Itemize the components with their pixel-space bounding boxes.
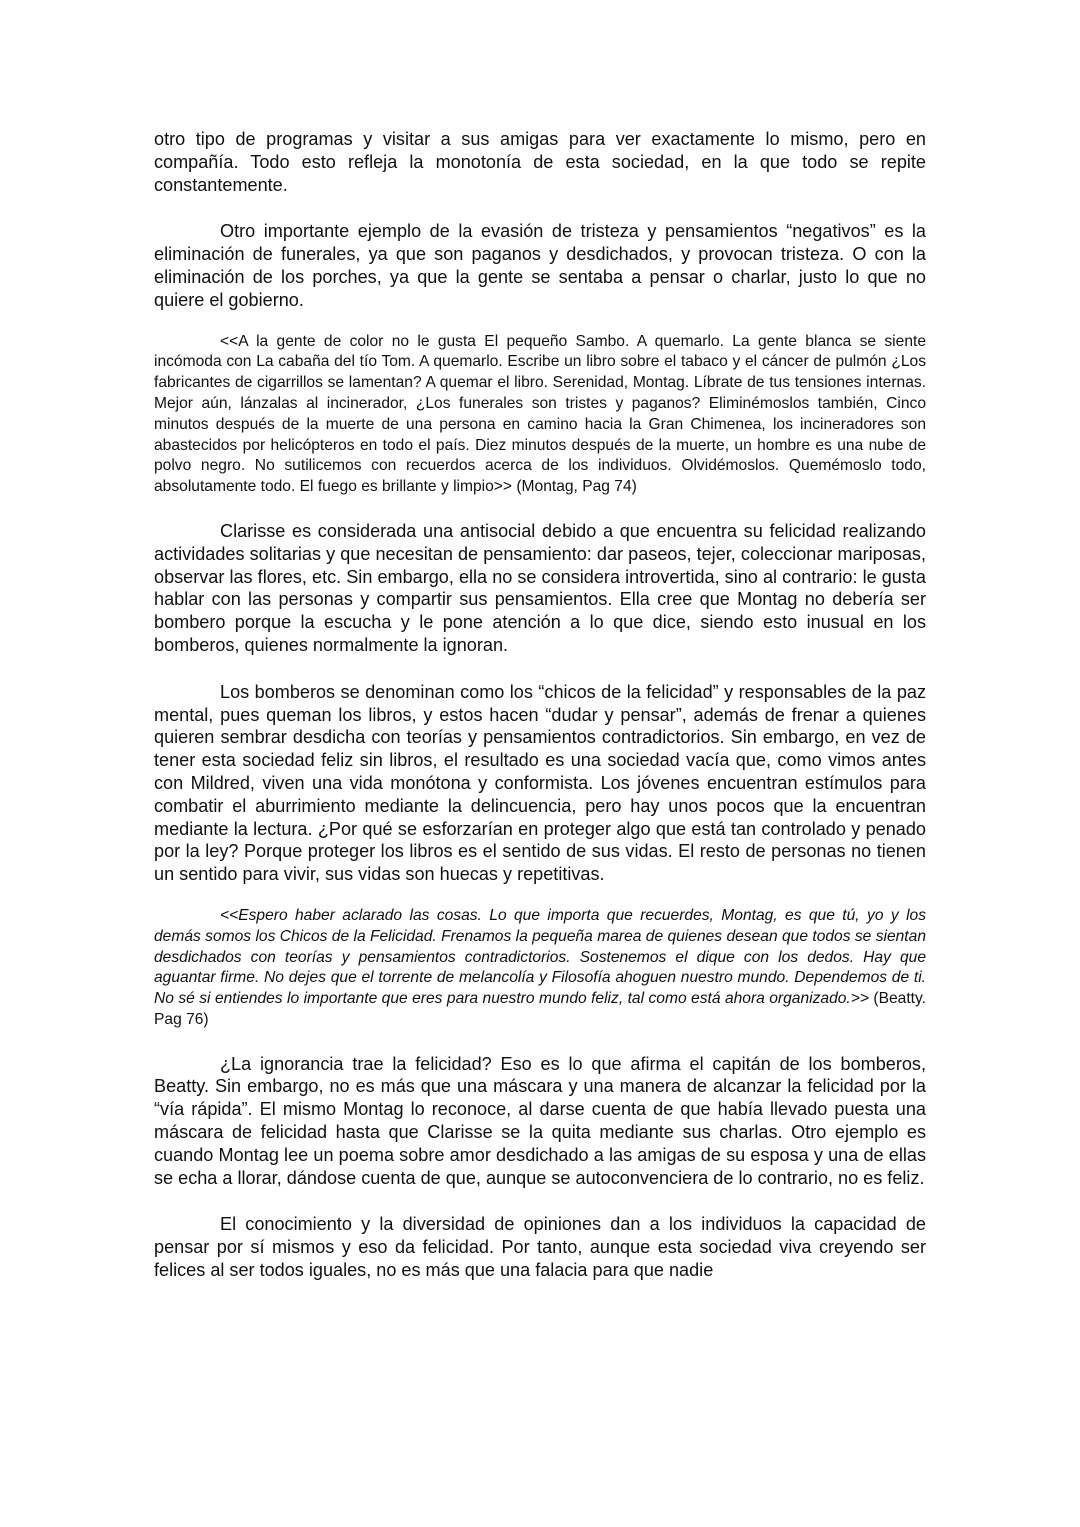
document-page (154, 128, 926, 1282)
paragraph-conocimiento: El conocimiento y la diversidad de opiniones dan a los individuos la capacidad de pensar por sí mismos y eso da felicidad. Por tanto, aunque esta sociedad viva creyendo ser felices al ser todos iguales, no es más que una falacia para que nadie (154, 1214, 926, 1281)
paragraph-continuation: otro tipo de programas y visitar a sus amigas para ver exactamente lo mismo, pero en compañía. Todo esto refleja la monotonía de esta sociedad, en la que todo se repite constantemente. (154, 129, 926, 195)
paragraph-clarisse: Clarisse es considerada una antisocial debido a que encuentra su felicidad realizando actividades solitarias y que necesitan de pensamiento: dar paseos, tejer, coleccionar mariposas, observar las flores, etc. Sin embargo, ella no se considera introvertida, sino al contrario: le gusta hablar con las personas y compartir sus pensamientos. Ella cree que Montag no debería ser bombero porque la escucha y le pone atención a lo que dice, siendo esto inusual en los bomberos, quienes normalmente la ignoran. (154, 520, 926, 655)
paragraph-bomberos: Los bomberos se denominan como los “chicos de la felicidad” y responsables de la paz mental, pues queman los libros, y estos hacen “dudar y pensar”, además de frenar a quienes quieren sembrar desdicha con teorías y pensamientos contradictorios. Sin embargo, en vez de tener esta sociedad feliz sin libros, el resultado es una sociedad vacía que, como vimos antes con Mildred, viven una vida monótona y conformista. Los jóvenes encuentran estímulos para combatir el aburrimiento mediante la delincuencia, pero hay unos pocos que la encuentran mediante la lectura. ¿Por qué se esforzarían en proteger algo que está tan controlado y penado por la ley? Porque proteger los libros es el sentido de sus vidas. El resto de personas no tienen un sentido para vivir, sus vidas son huecas y repetitivas. (154, 681, 926, 885)
quote-beatty (154, 906, 926, 1031)
quote-beatty-citation: (Beatty. Pag 76) (154, 990, 926, 1028)
quote-beatty-text: <<Espero haber aclarado las cosas. Lo que importa que recuerdes, Montag, es que tú, yo y los demás somos los Chicos de la Felicidad. Frenamos la pequeña marea de quienes desean que todos se sientan desdichados con teorías y pensamientos contradictorios. Sostenemos el dique con los dedos. Hay que aguantar firme. No dejes que el torrente de melancolía y Filosofía ahoguen nuestro mundo. Dependemos de ti. No sé si entiendes lo importante que eres para nuestro mundo feliz, tal como está ahora organizado.>> (154, 906, 926, 1008)
paragraph-ignorancia: ¿La ignorancia trae la felicidad? Eso es lo que afirma el capitán de los bomberos, Beatty. Sin embargo, no es más que una máscara y una manera de alcanzar la felicidad por la “vía rápida”. El mismo Montag lo reconoce, al darse cuenta de que había llevado puesta una máscara de felicidad hasta que Clarisse se la quita mediante sus charlas. Otro ejemplo es cuando Montag lee un poema sobre amor desdichado a las amigas de su esposa y una de ellas se echa a llorar, dándose cuenta de que, aunque se autoconvenciera de lo contrario, no es feliz. (154, 1053, 926, 1188)
quote-montag: <<A la gente de color no le gusta El pequeño Sambo. A quemarlo. La gente blanca se siente incómoda con La cabaña del tío Tom. A quemarlo. Escribe un libro sobre el tabaco y el cáncer de pulmón ¿Los fabricantes de cigarrillos se lamentan? A quemar el libro. Serenidad, Montag. Líbrate de tus tensiones internas. Mejor aún, lánzalas al incinerador, ¿Los funerales son tristes y paganos? Eliminémoslos también, Cinco minutos después de la muerte de una persona en camino hacia la Gran Chimenea, los incineradores son abastecidos por helicópteros en todo el país. Diez minutos después de la muerte, un hombre es una nube de polvo negro. No sutilicemos con recuerdos acerca de los individuos. Olvidémoslos. Quemémoslo todo, absolutamente todo. El fuego es brillante y limpio>> (Montag, Pag 74) (154, 332, 926, 496)
paragraph-funerals: Otro importante ejemplo de la evasión de tristeza y pensamientos “negativos” es la eliminación de funerales, ya que son paganos y desdichados, y provocan tristeza. O con la eliminación de los porches, ya que la gente se sentaba a pensar o charlar, justo lo que no quiere el gobierno. (154, 221, 926, 310)
